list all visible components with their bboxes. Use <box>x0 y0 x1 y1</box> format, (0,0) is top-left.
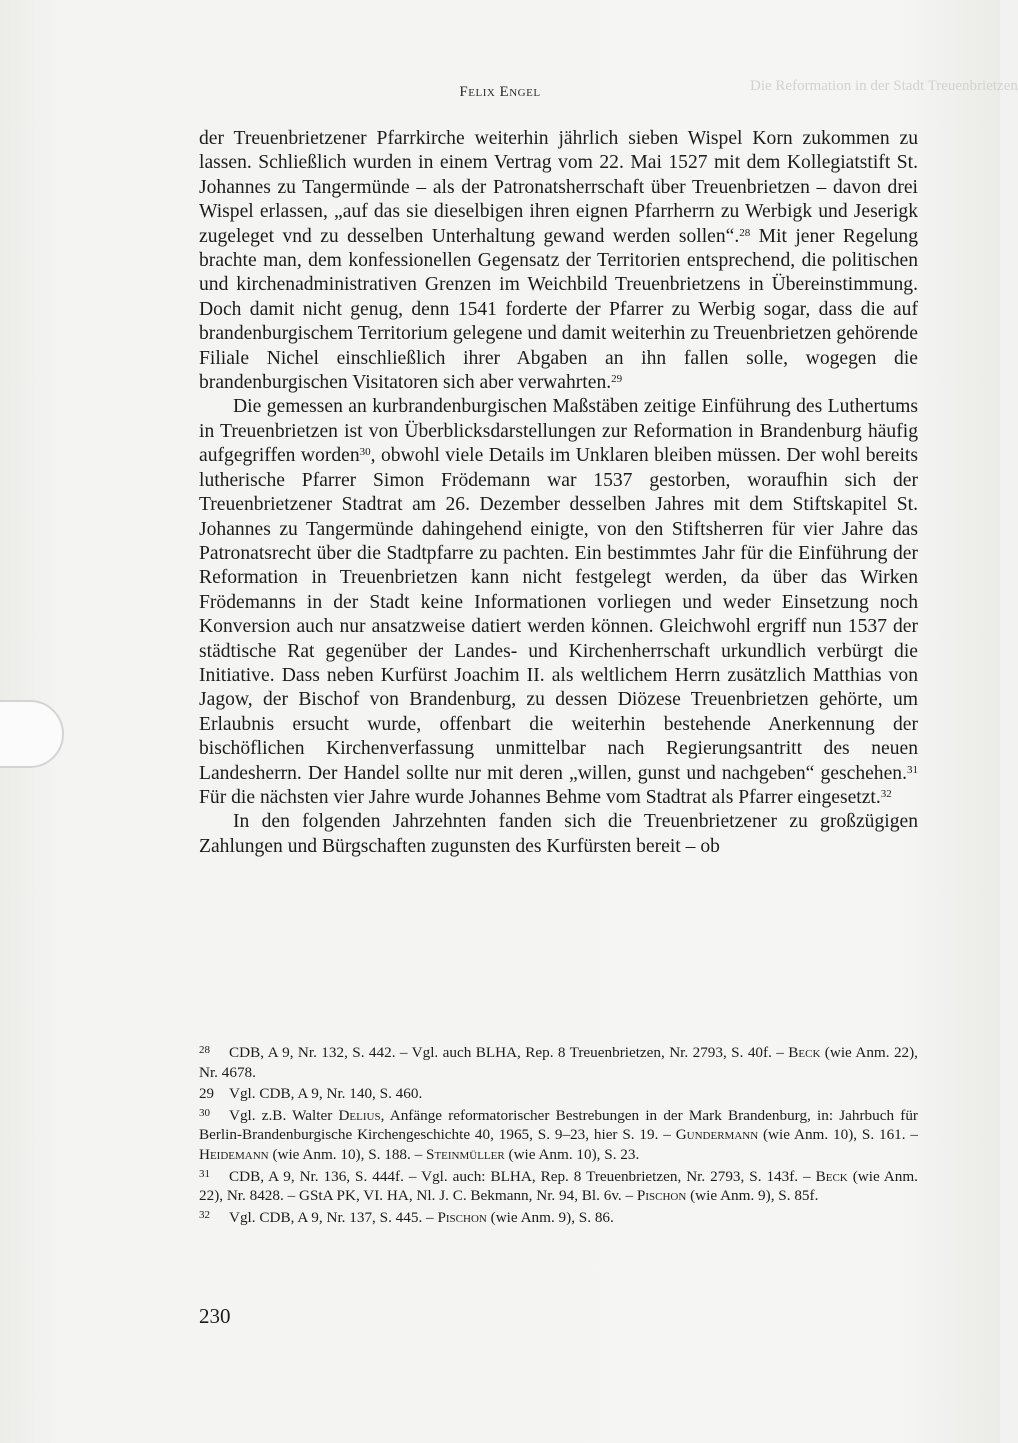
footnote-text: CDB, A 9, Nr. 132, S. 442. – Vgl. auch BLHA, Rep. 8 Treuenbrietzen, Nr. 2793, S. 40f. – <box>229 1044 789 1061</box>
footnote-reference[interactable]: 30 <box>359 446 371 459</box>
footnote-text: (wie Anm. 22), Nr. 8428. – GStA PK, VI. HA, Nl. J. C. Bekmann, Nr. 94, Bl. 6v. – <box>199 1167 918 1205</box>
running-head: Felix Engel <box>459 84 541 100</box>
page-number: 230 <box>199 1304 231 1328</box>
body-paragraph <box>199 395 918 810</box>
author-name: Beck <box>788 1044 821 1061</box>
footnote-reference[interactable]: 32 <box>880 787 892 800</box>
footnote-text: (wie Anm. 10), S. 188. – <box>268 1145 426 1163</box>
paragraph-text: Für die nächsten vier Jahre wurde Johannes Behme vom Stadtrat als Pfarrer eingesetzt. <box>199 786 881 808</box>
footnote-text: , Anfänge reformatorischer Bestrebungen in der Mark Brandenburg, in: Jahrbuch für Berlin-Brandenburgische Kirchengeschichte 40, 1965, S. 9–23, hier S. 19. – <box>199 1106 918 1144</box>
footnotes <box>199 1043 918 1229</box>
author-name: Gundermann <box>675 1126 759 1144</box>
footnote: 32 Vgl. CDB, A 9, Nr. 137, S. 445. – Pischon (wie Anm. 9), S. 86. <box>199 1208 614 1226</box>
author-name: Pischon <box>636 1187 687 1205</box>
body-text <box>199 127 918 859</box>
bleed-through-text: Die Reformation in der Stadt Treuenbrietzen <box>750 78 1018 94</box>
author-name: Beck <box>815 1167 848 1185</box>
footnote: 31 CDB, A 9, Nr. 136, S. 444f. – Vgl. auch: BLHA, Rep. 8 Treuenbrietzen, Nr. 2793, S. 143f. – Beck (wie Anm. 22), Nr. 8428. – GStA PK, VI. HA, Nl. J. C. Bekmann, Nr. 94, Bl. 6v. – Pischon (wie Anm. 9), S. 85f. <box>199 1167 918 1205</box>
paragraph-text: der Treuenbrietzener Pfarrkirche weiterhin jährlich sieben Wispel Korn zukommen zu lassen. Schließlich wurden in einem Vertrag vom 22. Mai 1527 mit dem Kollegiatstift St. Johannes zu Tangermünde – als der Patronatsherrschaft über Treuenbrietzen – davon drei Wispel erlassen, „auf das sie dieselbigen ihren eignen Pfarrherrn zu Werbigk und Jeserigk zugeleget vnd zu desselben Unterhaltung gewand werden sollen“. <box>199 128 918 247</box>
footnote-text: Vgl. z.B. Walter <box>229 1106 339 1124</box>
footnote-text: (wie Anm. 10), S. 161. – <box>758 1126 918 1144</box>
footnote: 29 Vgl. CDB, A 9, Nr. 140, S. 460. <box>199 1085 423 1103</box>
body-paragraph <box>199 810 918 859</box>
author-name: Steinmüller <box>426 1145 505 1163</box>
footnote-text: CDB, A 9, Nr. 136, S. 444f. – Vgl. auch: BLHA, Rep. 8 Treuenbrietzen, Nr. 2793, S. 143f. – <box>229 1167 816 1185</box>
footnote-reference[interactable]: 31 <box>907 763 918 776</box>
body-paragraph <box>199 127 918 395</box>
paragraph-text: In den folgenden Jahrzehnten fanden sich die Treuenbrietzener zu großzügigen Zahlungen und Bürgschaften zugunsten des Kurfürsten bereit – ob <box>199 811 918 857</box>
footnote: 30 Vgl. z.B. Walter Delius, Anfänge reformatorischer Bestrebungen in der Mark Brandenburg, in: Jahrbuch für Berlin-Brandenburgische Kirchengeschichte 40, 1965, S. 9–23, hier S. 19. – Gundermann (wie Anm. 10), S. 161. – Heidemann (wie Anm. 10), S. 188. – Steinmüller (wie Anm. 10), S. 23. <box>199 1106 918 1163</box>
footnote: 28 CDB, A 9, Nr. 132, S. 442. – Vgl. auch BLHA, Rep. 8 Treuenbrietzen, Nr. 2793, S. 40f. – Beck (wie Anm. 22), Nr. 4678. <box>199 1044 918 1081</box>
paragraph-text: , obwohl viele Details im Unklaren bleiben müssen. Der wohl bereits lutherische Pfarrer Simon Frödemann war 1537 gestorben, woraufhin sich der Treuenbrietzener Stadtrat am 26. Dezember desselben Jahres mit dem Stiftskapitel St. Johannes zu Tangermünde dahingehend einigte, von den Stiftsherren für vier Jahre das Patronatsrecht über die Stadtpfarre zu pachten. Ein bestimmtes Jahr für die Einführung der Reformation in Treuenbrietzen kann nicht festgelegt werden, da über das Wirken Frödemanns in der Stadt keine Informationen vorliegen und weder Einsetzung noch Konversion auch nur ansatzweise datiert werden können. Gleichwohl ergriff nun 1537 der städtische Rat gegenüber der Landes- und Kirchenherrschaft urkundlich verbürgt die Initiative. Dass neben Kurfürst Joachim II. als weltlichem Herrn zusätzlich Matthias von Jagow, der Bischof von Brandenburg, zu dessen Diözese Treuenbrietzen gehörte, um Erlaubnis ersucht wurde, offenbart die weiterhin bestehende Anerkennung der bischöflichen Kirchenverfassung unmittelbar nach Regierungsantritt des neuen Landesherrn. Der Handel sollte nur mit deren „willen, gunst und nachgeben“ geschehen. <box>199 445 918 784</box>
footnote-text: (wie Anm. 9), S. 85f. <box>686 1187 819 1205</box>
author-name: Heidemann <box>199 1145 269 1163</box>
paragraph-text: Die gemessen an kurbrandenburgischen Maßstäben zeitige Einführung des Luthertums in Treuenbrietzen ist von Überblicksdarstellungen zur Reformation in Brandenburg häufig aufgegriffen worden <box>199 396 918 467</box>
scanner-clip-mark <box>0 700 64 768</box>
footnote-reference[interactable]: 28 <box>739 226 751 239</box>
footnote-reference[interactable]: 29 <box>611 373 623 386</box>
footnote-text: Vgl. CDB, A 9, Nr. 140, S. 460. <box>229 1085 423 1103</box>
author-name: Pischon <box>437 1208 487 1226</box>
footnote-text: (wie Anm. 9), S. 86. <box>486 1208 614 1226</box>
footnote-text: (wie Anm. 22), Nr. 4678. <box>199 1044 918 1081</box>
footnote-text: Vgl. CDB, A 9, Nr. 137, S. 445. – <box>229 1208 438 1226</box>
footnote-text: (wie Anm. 10), S. 23. <box>504 1145 640 1163</box>
paragraph-text: Mit jener Regelung brachte man, dem konfessionellen Gegensatz der Territorien entsprechend, die politischen und kirchenadministrativen Grenzen im Weichbild Treuenbrietzens in Übereinstimmung. Doch damit nicht genug, denn 1541 forderte der Pfarrer zu Werbig sogar, dass die auf brandenburgischem Territorium gelegene und damit weiterhin zu Treuenbrietzen gehörende Filiale Nichel einschließlich ihrer Abgaben an ihn fallen solle, wogegen die brandenburgischen Visitatoren sich aber verwahrten. <box>199 225 918 394</box>
author-name: Delius <box>338 1106 381 1124</box>
